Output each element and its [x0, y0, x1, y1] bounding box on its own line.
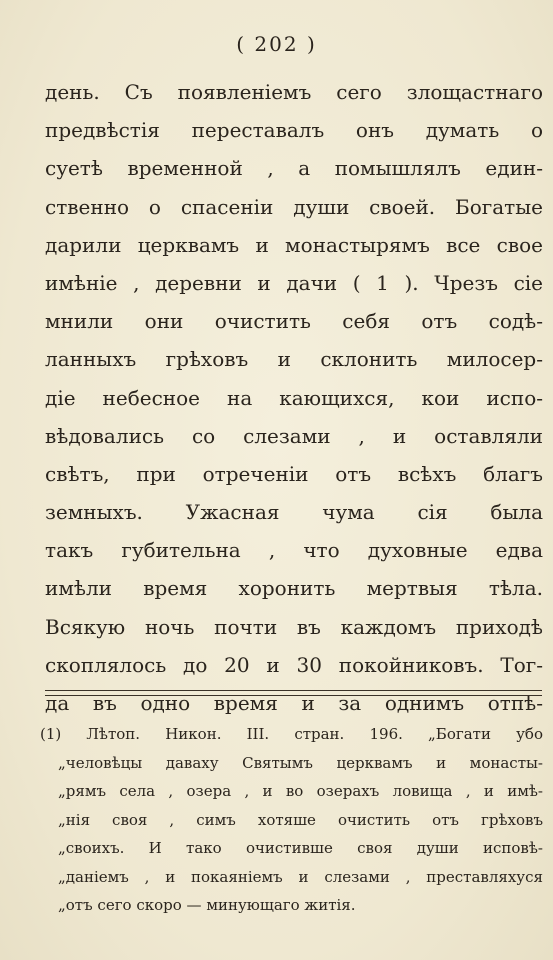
body-line: дарили церквамъ и монастырямъ все свое	[45, 232, 543, 257]
body-line: земныхъ. Ужасная чума сія была	[45, 500, 543, 525]
body-line: скоплялось до 20 и 30 покойниковъ. Тог-	[45, 652, 543, 677]
footnote-line: (1) Лѣтоп. Никон. III. стран. 196. „Богати убо	[40, 725, 543, 743]
footnote-line: „отъ сего скоро — минующаго житія.	[58, 896, 356, 914]
body-line: ланныхъ грѣховъ и склонить милосер-	[45, 347, 543, 372]
body-line: предвѣстія переставалъ онъ думать о	[45, 118, 543, 143]
footnote-line: „рямъ села , озера , и во озерахъ ловища , и имѣ-	[58, 782, 543, 800]
body-line: вѣдовались со слезами , и оставляли	[45, 423, 543, 448]
body-line: Всякую ночь почти въ каждомъ приходѣ	[45, 614, 543, 639]
body-line: да въ одно время и за однимъ отпѣ-	[45, 691, 543, 715]
body-line: день. Съ появленіемъ сего злощастнаго	[45, 80, 543, 104]
body-line: діе небесное на кающихся, кои испо-	[45, 385, 543, 410]
body-text	[45, 73, 543, 722]
footnote-divider	[45, 690, 542, 691]
body-line: свѣтъ, при отреченіи отъ всѣхъ благъ	[45, 461, 543, 486]
body-line: имѣли время хоронить мертвыя тѣла.	[45, 576, 543, 601]
footnote-line: „своихъ. И тако очистивше своя души исповѣ-	[58, 839, 543, 857]
footnote-line: „человѣцы даваху Святымъ церквамъ и монасты-	[58, 753, 543, 772]
body-line: такъ губительна , что духовные едва	[45, 538, 543, 563]
footnote-line: „нія своя , симъ хотяше очистить отъ грѣховъ	[58, 810, 543, 829]
footnote	[40, 720, 543, 920]
body-line: суетѣ временной , а помышлялъ един-	[45, 156, 543, 181]
footnote-line: „даніемъ , и покаяніемъ и слезами , преставляхуся	[58, 867, 543, 886]
footnote-divider-thin	[45, 695, 542, 696]
body-line: ственно о спасеніи души своей. Богатые	[45, 194, 543, 219]
page-number: ( 202 )	[236, 32, 317, 56]
body-line: имѣніе , деревни и дачи ( 1 ). Чрезъ сіе	[45, 270, 543, 295]
body-line: мнили они очистить себя отъ содѣ-	[45, 309, 543, 334]
